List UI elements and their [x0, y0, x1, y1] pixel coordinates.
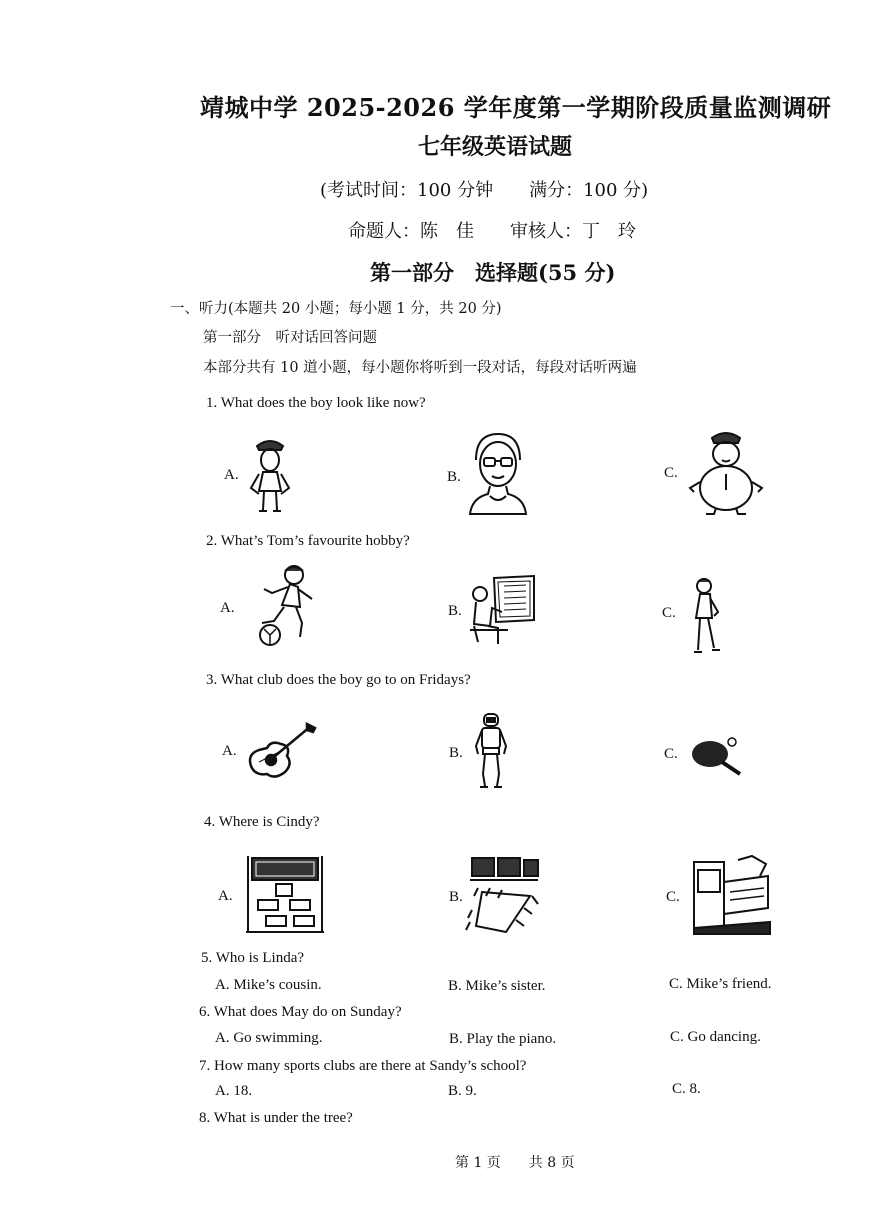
- q5-option-b[interactable]: B. Mike’s sister.: [448, 978, 546, 994]
- question-1-stem: 1. What does the boy look like now?: [206, 395, 426, 411]
- question-3-stem: 3. What club does the boy go to on Fridays?: [206, 672, 471, 688]
- part-one-heading: 第一部分 选择题(55 分): [370, 260, 616, 285]
- walking-boy-icon: [688, 576, 724, 656]
- q2-option-c-label[interactable]: C.: [662, 605, 676, 621]
- thin-boy-icon: [245, 436, 295, 514]
- playing-football-icon: [252, 563, 322, 647]
- meeting-room-icon: [466, 856, 542, 936]
- q3-option-a-label[interactable]: A.: [222, 743, 237, 759]
- q4-option-b-label[interactable]: B.: [449, 889, 463, 905]
- q1-option-c-label[interactable]: C.: [664, 465, 678, 481]
- q6-option-a[interactable]: A. Go swimming.: [215, 1030, 323, 1046]
- ping-pong-paddle-icon: [690, 736, 746, 778]
- q4-option-a-label[interactable]: A.: [218, 888, 233, 904]
- section-title: 一、听力(本题共 20 小题；每小题 1 分，共 20 分): [170, 301, 502, 317]
- q6-option-b[interactable]: B. Play the piano.: [449, 1031, 557, 1047]
- question-8-stem: 8. What is under the tree?: [199, 1110, 353, 1126]
- q4-option-c-label[interactable]: C.: [666, 889, 680, 905]
- question-5-stem: 5. Who is Linda?: [201, 950, 305, 966]
- q7-option-a[interactable]: A. 18.: [215, 1083, 253, 1099]
- library-icon: [690, 856, 772, 936]
- exam-authors: 命题人：陈 佳 审核人：丁 玲: [348, 221, 636, 242]
- q7-option-c[interactable]: C. 8.: [672, 1081, 701, 1097]
- q5-option-c[interactable]: C. Mike’s friend.: [669, 976, 772, 992]
- using-computer-icon: [468, 572, 538, 648]
- fat-boy-icon: [686, 430, 766, 516]
- question-2-stem: 2. What’s Tom’s favourite hobby?: [206, 533, 410, 549]
- question-7-stem: 7. How many sports clubs are there at Sandy’s school?: [199, 1058, 527, 1074]
- q2-option-b-label[interactable]: B.: [448, 603, 462, 619]
- exam-subtitle: 七年级英语试题: [418, 134, 573, 160]
- exam-info: (考试时间：100 分钟 满分：100 分): [320, 180, 649, 201]
- q1-option-a-label[interactable]: A.: [224, 467, 239, 483]
- page-number: 第 1 页 共 8 页: [455, 1155, 575, 1171]
- instructions: 本部分共有 10 道小题，每小题你将听到一段对话，每段对话听两遍: [203, 360, 637, 376]
- q3-option-c-label[interactable]: C.: [664, 746, 678, 762]
- robot-icon: [474, 712, 510, 790]
- q1-option-b-label[interactable]: B.: [447, 469, 461, 485]
- q6-option-c[interactable]: C. Go dancing.: [670, 1029, 761, 1045]
- boy-with-glasses-icon: [468, 430, 528, 516]
- question-4-stem: 4. Where is Cindy?: [204, 814, 320, 830]
- question-6-stem: 6. What does May do on Sunday?: [199, 1004, 402, 1020]
- guitar-icon: [245, 722, 319, 780]
- q3-option-b-label[interactable]: B.: [449, 745, 463, 761]
- q2-option-a-label[interactable]: A.: [220, 600, 235, 616]
- q5-option-a[interactable]: A. Mike’s cousin.: [215, 977, 322, 993]
- subsection-title: 第一部分 听对话回答问题: [203, 330, 377, 346]
- q7-option-b[interactable]: B. 9.: [448, 1083, 477, 1099]
- classroom-icon: [244, 854, 326, 934]
- exam-title: 靖城中学 2025-2026 学年度第一学期阶段质量监测调研: [200, 93, 832, 122]
